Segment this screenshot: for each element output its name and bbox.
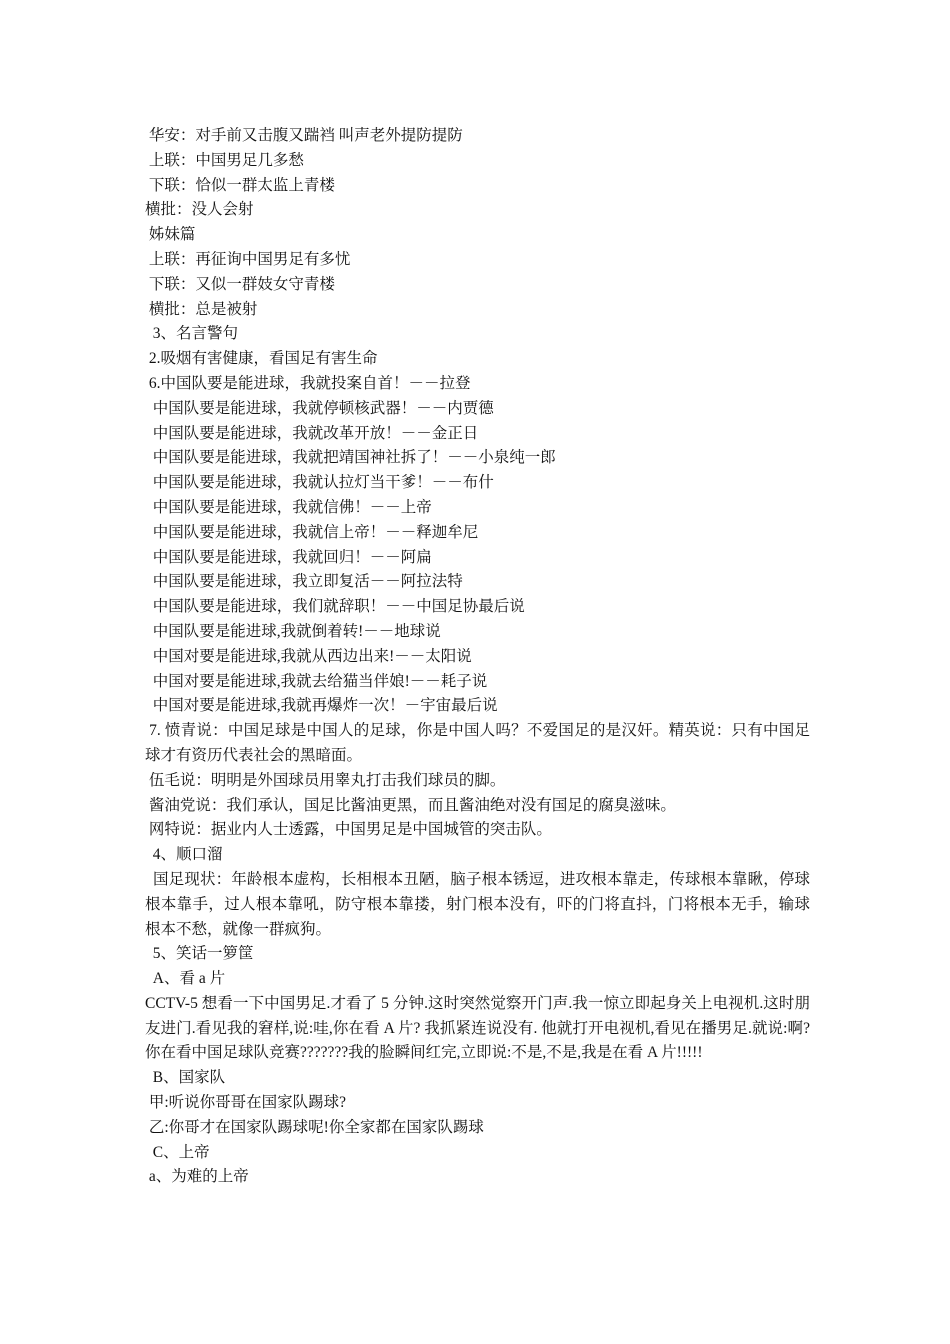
text-line: 中国队要是能进球，我就改革开放！－－金正日 xyxy=(145,424,479,442)
text-line: 上联：再征询中国男足有多忧 xyxy=(145,250,351,268)
section-heading: 3、名言警句 xyxy=(145,325,239,343)
paragraph-angry-youth: 7. 愤青说：中国足球是中国人的足球，你是中国人吗？不爱国足的是汉奸。精英说：只有中国足球才有资历代表社会的黑暗面。 xyxy=(145,722,810,764)
text-line: 中国队要是能进球，我就认拉灯当干爹！－－布什 xyxy=(145,474,494,492)
subsection-heading: A、看 a 片 xyxy=(145,970,226,988)
text-line: 2.吸烟有害健康，看国足有害生命 xyxy=(145,350,378,368)
text-line: 中国队要是能进球，我就信佛！－－上帝 xyxy=(145,498,432,516)
text-line: 下联：又似一群妓女守青楼 xyxy=(145,275,335,293)
text-line: a、为难的上帝 xyxy=(145,1168,249,1186)
section-heading: 4、顺口溜 xyxy=(145,846,223,864)
text-line: 中国对要是能进球,我就去给猫当伴娘!－－耗子说 xyxy=(145,672,488,690)
text-line: 甲:听说你哥哥在国家队踢球? xyxy=(145,1094,347,1112)
paragraph-status: 国足现状：年龄根本虚构，长相根本丑陋，脑子根本锈逗，进攻根本靠走，传球根本靠瞅，停球根本靠手，过人根本靠吼，防守根本靠搂，射门根本没有，吓的门将直抖，门将根本无手，输球根本不愁，就像一群疯狗。 xyxy=(145,870,810,938)
text-line: 酱油党说：我们承认，国足比酱油更黑，而且酱油绝对没有国足的腐臭滋味。 xyxy=(145,796,676,814)
document-body xyxy=(145,124,810,1190)
text-line: 中国队要是能进球，我就回归！－－阿扁 xyxy=(145,548,432,566)
text-line: 下联：恰似一群太监上青楼 xyxy=(145,176,335,194)
text-line: 中国队要是能进球，我们就辞职！－－中国足协最后说 xyxy=(145,598,525,616)
text-line: 中国对要是能进球,我就从西边出来!－－太阳说 xyxy=(145,647,472,665)
text-line: 中国队要是能进球，我立即复活－－阿拉法特 xyxy=(145,573,463,591)
subsection-heading: B、国家队 xyxy=(145,1069,226,1087)
text-line: 乙:你哥才在国家队踢球呢!你全家都在国家队踢球 xyxy=(145,1118,484,1136)
text-line: 横批：总是被射 xyxy=(145,300,258,318)
section-heading: 5、笑话一箩筐 xyxy=(145,945,254,963)
paragraph-cctv: CCTV-5 想看一下中国男足.才看了 5 分钟.这时突然觉察开门声.我一惊立即起身关上电视机.这时朋友进门.看见我的窘样,说:哇,你在看 A 片? 我抓紧连说没有. 他就打开电视机,看见在播男足.就说:啊?你在看中国足球队竞赛???????我的脸瞬间红完,立即说:不是,不是,我是在看 A 片!!!!! xyxy=(145,994,810,1062)
text-line: 中国队要是能进球，我就信上帝！－－释迦牟尼 xyxy=(145,523,479,541)
text-line: 6.中国队要是能进球，我就投案自首！－－拉登 xyxy=(145,374,471,392)
text-line: 中国队要是能进球，我就停顿核武器！－－内贾德 xyxy=(145,399,494,417)
text-line: 伍毛说：明明是外国球员用睾丸打击我们球员的脚。 xyxy=(145,771,506,789)
text-line: 中国队要是能进球,我就倒着转!－－地球说 xyxy=(145,622,441,640)
text-line: 横批：没人会射 xyxy=(145,201,254,219)
text-line: 中国队要是能进球，我就把靖国神社拆了！－－小泉纯一郎 xyxy=(145,449,556,467)
text-line: 华安：对手前又击腹又踹裆 叫声老外提防提防 xyxy=(145,127,463,144)
text-line: 上联：中国男足几多愁 xyxy=(145,151,304,169)
text-line: 中国对要是能进球,我就再爆炸一次！－宇宙最后说 xyxy=(145,697,498,715)
text-line: 网特说：据业内人士透露，中国男足是中国城管的突击队。 xyxy=(145,821,552,839)
subsection-heading: C、上帝 xyxy=(145,1143,210,1161)
text-line: 姊妹篇 xyxy=(145,226,196,244)
